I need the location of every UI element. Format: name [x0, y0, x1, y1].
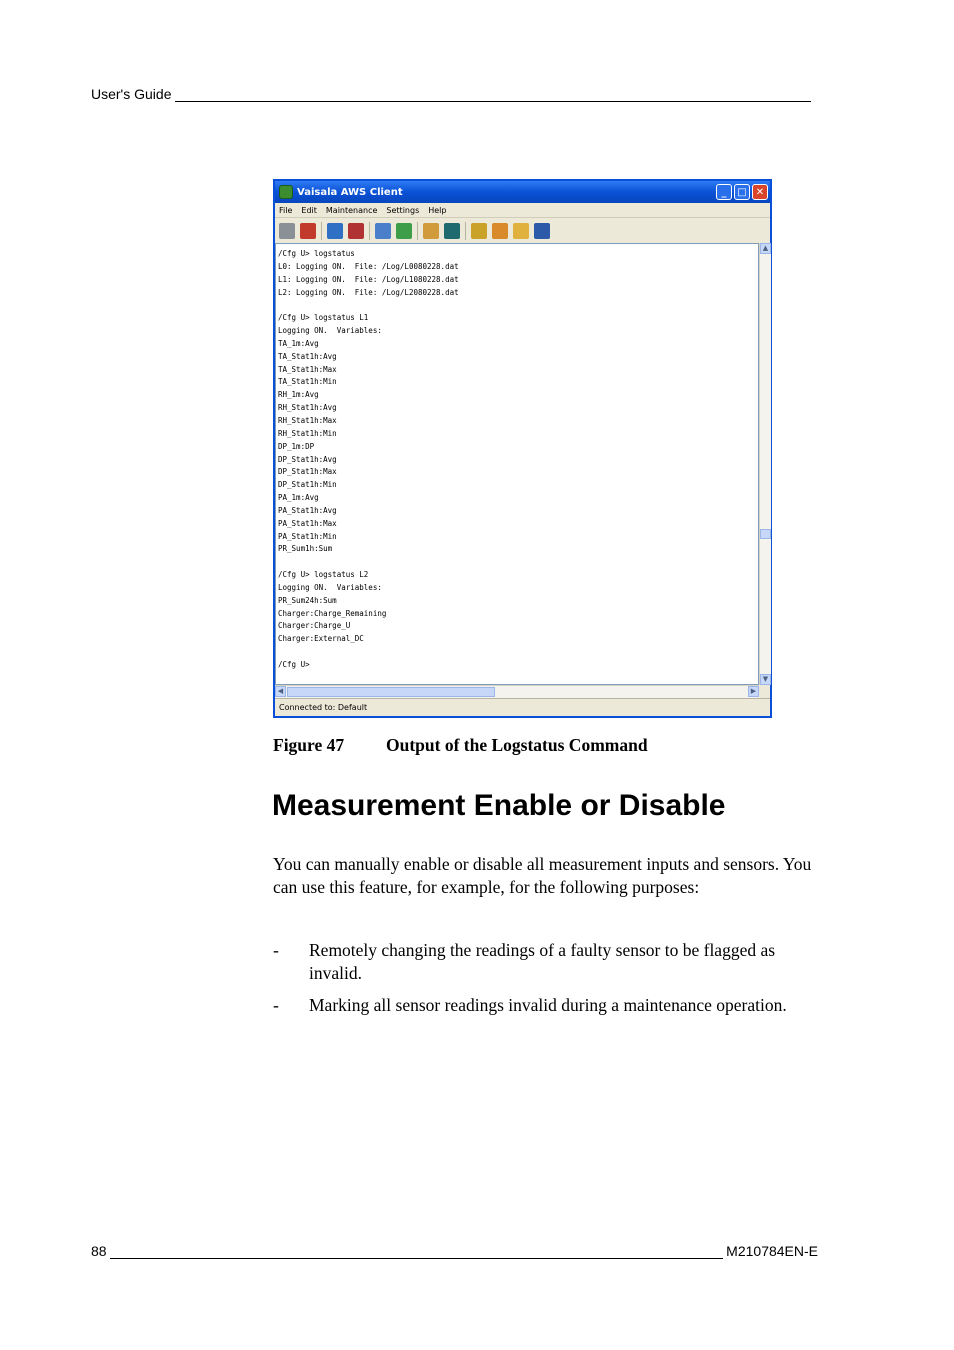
- database-icon[interactable]: [471, 223, 487, 239]
- close-icon[interactable]: ✕: [752, 184, 768, 200]
- vertical-scroll-thumb[interactable]: [760, 529, 771, 539]
- scroll-right-icon[interactable]: ▶: [748, 686, 759, 697]
- bullet-marker: -: [273, 940, 279, 960]
- scroll-down-icon[interactable]: ▼: [760, 674, 771, 685]
- copy-icon[interactable]: [423, 223, 439, 239]
- header-title: User's Guide: [91, 86, 172, 102]
- menu-edit[interactable]: Edit: [301, 205, 317, 215]
- app-window-screenshot: [273, 179, 772, 718]
- scroll-up-icon[interactable]: ▲: [760, 243, 771, 254]
- console-text: /Cfg U> logstatus L0: Logging ON. File: /Log/L0080228.dat L1: Logging ON. File: /Log/L1080228.dat L2: Logging ON. File: /Log/L2080228.dat /Cfg U> logstatus L1 Logging ON. Variables: TA_1m:Avg TA_Stat1h:Avg TA_Stat1h:Max TA_Stat1h:Min RH_1m:Avg RH_Stat1h:Avg RH_Stat1h:Max RH_Stat1h:Min DP_1m:DP DP_Stat1h:Avg DP_Stat1h:Max DP_Stat1h:Min PA_1m:Avg PA_Stat1h:Avg PA_Stat1h:Max PA_Stat1h:Min PR_Sum1h:Sum /Cfg U> logstatus L2 Logging ON. Variables: PR_Sum24h:Sum Charger:Charge_Remaining Charger:Charge_U Charger:External_DC /Cfg U>: [278, 249, 459, 669]
- settings-icon[interactable]: [375, 223, 391, 239]
- upload-icon[interactable]: [327, 223, 343, 239]
- page-header: [91, 86, 811, 102]
- bullet-marker: -: [273, 995, 279, 1015]
- edit-icon[interactable]: [396, 223, 412, 239]
- toolbar-separator: [369, 222, 370, 240]
- figure-label: Figure 47: [273, 735, 345, 755]
- title-bar: [275, 181, 770, 203]
- horizontal-scroll-thumb[interactable]: [287, 687, 495, 697]
- menu-maintenance[interactable]: Maintenance: [325, 205, 378, 215]
- horizontal-scrollbar[interactable]: [275, 685, 759, 698]
- toolbar-separator: [321, 222, 322, 240]
- intro-paragraph: You can manually enable or disable all measurement inputs and sensors. You can use this feature, for example, for the following purposes:: [273, 854, 812, 897]
- status-bar: Connected to: Default: [275, 698, 770, 716]
- toolbar-separator: [465, 222, 466, 240]
- menu-bar: [275, 203, 770, 218]
- menu-file[interactable]: File: [279, 205, 293, 215]
- connect-icon[interactable]: [279, 223, 295, 239]
- section-title: Measurement Enable or Disable: [272, 789, 726, 822]
- scroll-left-icon[interactable]: ◀: [275, 686, 286, 697]
- minimize-icon[interactable]: _: [716, 184, 732, 200]
- tools-icon[interactable]: [492, 223, 508, 239]
- info-icon[interactable]: [534, 223, 550, 239]
- list-item: [273, 939, 818, 984]
- search-icon[interactable]: [513, 223, 529, 239]
- document-id: M210784EN-E: [726, 1243, 818, 1259]
- figure-caption-text: Output of the Logstatus Command: [386, 735, 648, 755]
- disconnect-icon[interactable]: [300, 223, 316, 239]
- stop-icon[interactable]: [348, 223, 364, 239]
- page-footer: [91, 1243, 818, 1259]
- console-output[interactable]: [275, 243, 759, 685]
- maximize-icon[interactable]: □: [734, 184, 750, 200]
- list-item-text: Marking all sensor readings invalid during a maintenance operation.: [309, 995, 787, 1015]
- toolbar: [275, 218, 770, 245]
- menu-help[interactable]: Help: [428, 205, 447, 215]
- vertical-scrollbar[interactable]: [759, 243, 771, 685]
- window-title: Vaisala AWS Client: [297, 186, 403, 198]
- toolbar-separator: [417, 222, 418, 240]
- terminal-icon[interactable]: [444, 223, 460, 239]
- header-rule: [175, 87, 811, 102]
- list-item-text: Remotely changing the readings of a faulty sensor to be flagged as invalid.: [309, 940, 776, 983]
- menu-settings[interactable]: Settings: [386, 205, 420, 215]
- footer-rule: [110, 1244, 724, 1259]
- list-item: [273, 994, 818, 1017]
- page-number: 88: [91, 1243, 107, 1259]
- app-icon: [279, 185, 293, 199]
- figure-caption: [273, 735, 648, 756]
